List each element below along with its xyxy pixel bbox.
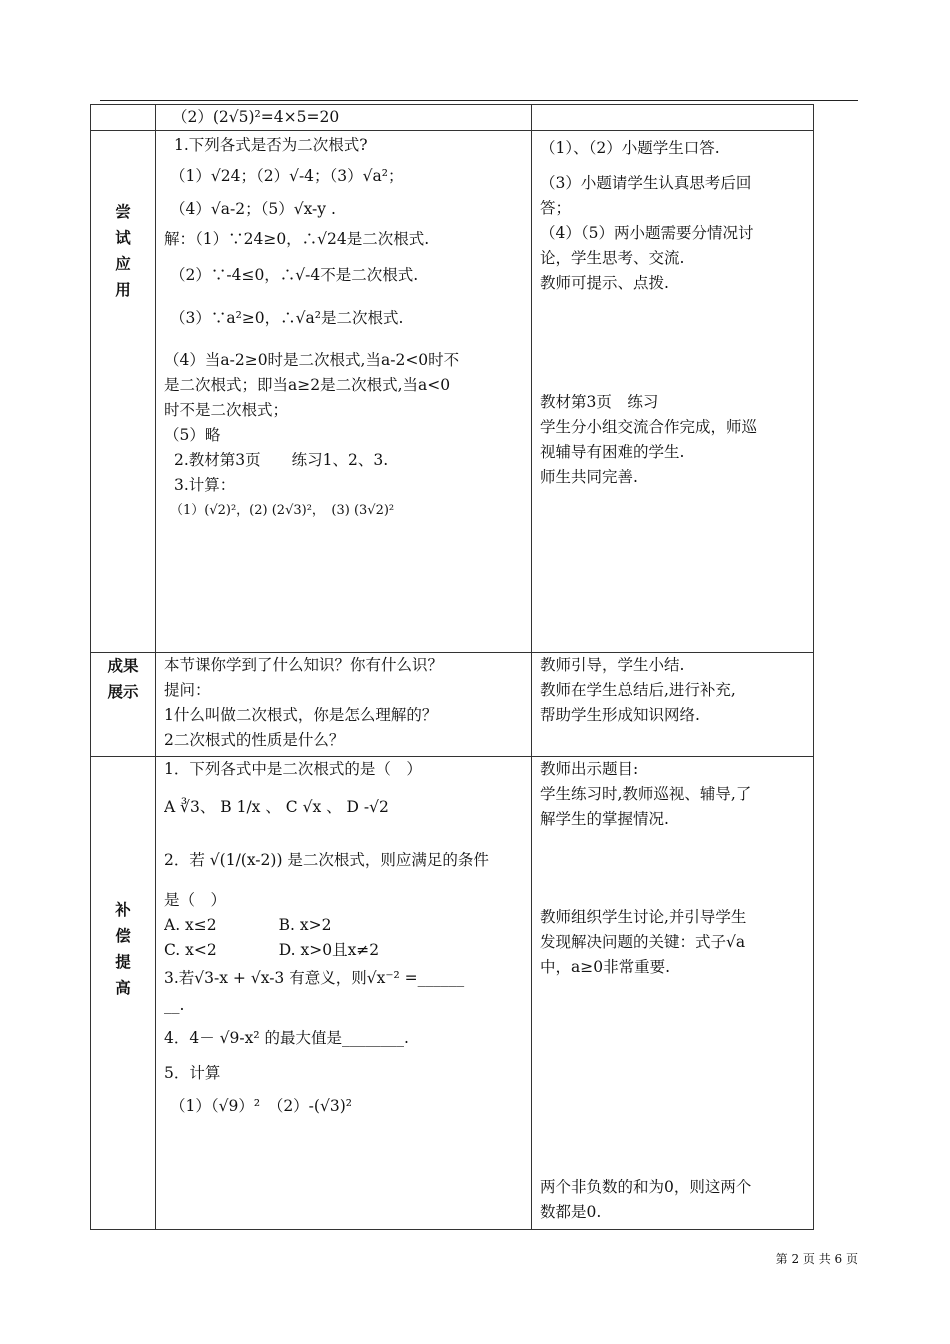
label-char: 偿 xyxy=(115,927,131,945)
note-line: 教材第3页 练习 xyxy=(540,393,659,411)
row3-right-cell xyxy=(532,757,814,1230)
answer-line: （2）∵-4≤0，∴√-4不是二次根式. xyxy=(170,266,419,284)
row1-right-cell xyxy=(532,131,814,653)
question-line: __. xyxy=(164,996,185,1014)
question-line: 2．若 √(1/(x-2)) 是二次根式，则应满足的条件 xyxy=(164,851,489,869)
section-label-supplement xyxy=(115,897,131,1001)
question-line: （4）√a-2；（5）√x-y . xyxy=(170,200,336,218)
row3-label-cell xyxy=(91,757,156,1230)
prompt-line: 本节课你学到了什么知识？你有什么识？ xyxy=(164,656,444,674)
row2-mid-cell xyxy=(156,653,532,757)
note-line: （3）小题请学生认真思考后回 xyxy=(540,174,752,192)
answer-line: 解：（1）∵24≥0，∴√24是二次根式. xyxy=(164,230,430,248)
note-line: 中，a≥0非常重要. xyxy=(540,958,671,976)
question-line: 3.若√3-x + √x-3 有意义，则√x⁻² =______ xyxy=(164,969,465,987)
note-line: 发现解决问题的关键：式子√a xyxy=(540,933,746,951)
label-char: 成果 xyxy=(107,657,139,675)
label-char: 高 xyxy=(115,979,131,997)
question-line: （1）√24；（2）√-4；（3）√a²； xyxy=(170,167,404,185)
question-line: （1）（√9）² （2）-(√3)² xyxy=(170,1097,352,1115)
answer-line: （4）当a-2≥0时是二次根式,当a-2<0时不 xyxy=(164,351,460,369)
note-line: 论，学生思考、交流. xyxy=(540,249,685,267)
row3-mid-cell xyxy=(156,757,532,1230)
prompt-line: 提问： xyxy=(164,681,211,699)
question-line: 是（ ） xyxy=(164,891,227,909)
note-line: 解学生的掌握情况. xyxy=(540,810,669,828)
label-char: 提 xyxy=(115,953,131,971)
label-char: 补 xyxy=(115,901,131,919)
row0-mid-cell xyxy=(156,105,532,131)
table-row xyxy=(91,105,814,131)
exercise-line: 2.教材第3页 练习1、2、3. xyxy=(174,451,389,469)
note-line: 答； xyxy=(540,199,572,217)
note-line: 教师可提示、点拨. xyxy=(540,274,669,292)
label-char: 试 xyxy=(115,229,131,247)
note-line: 师生共同完善. xyxy=(540,468,638,486)
question-line: 1.下列各式是否为二次根式? xyxy=(174,136,368,154)
note-line: 教师出示题目: xyxy=(540,760,639,778)
section-label-results xyxy=(107,653,138,705)
label-char: 尝 xyxy=(115,203,131,221)
header-rule xyxy=(100,100,858,101)
table-row xyxy=(91,131,814,653)
note-line: 数都是0. xyxy=(540,1203,602,1221)
option-line: C. x<2 D. x>0且x≠2 xyxy=(164,941,380,959)
option-line: A. x≤2 B. x>2 xyxy=(164,916,332,934)
answer-line: 是二次根式；即当a≥2是二次根式,当a<0 xyxy=(164,376,451,394)
note-line: 学生练习时,教师巡视、辅导,了 xyxy=(540,785,752,803)
prompt-line: 2二次根式的性质是什么？ xyxy=(164,731,345,749)
note-line: 教师在学生总结后,进行补充, xyxy=(540,681,736,699)
exercise-line: （1）(√2)²，(2) (2√3)²， (3) (3√2)² xyxy=(170,503,395,518)
page-footer: 第 2 页 共 6 页 xyxy=(775,1252,858,1266)
row0-label-cell xyxy=(91,105,156,131)
label-char: 展示 xyxy=(107,683,139,701)
row0-right-cell xyxy=(532,105,814,131)
row2-label-cell xyxy=(91,653,156,757)
note-line: 学生分小组交流合作完成，师巡 xyxy=(540,418,758,436)
note-line: 视辅导有困难的学生. xyxy=(540,443,685,461)
lesson-table xyxy=(90,104,814,1230)
question-line: 1．下列各式中是二次根式的是（ ） xyxy=(164,760,422,778)
row1-mid-cell xyxy=(156,131,532,653)
answer-line: 时不是二次根式； xyxy=(164,401,289,419)
note-line: 教师组织学生讨论,并引导学生 xyxy=(540,908,747,926)
exercise-line: 3.计算： xyxy=(174,476,236,494)
label-char: 应 xyxy=(115,255,131,273)
question-line: 4．4－ √9-x² 的最大值是________. xyxy=(164,1029,409,1047)
note-line: 教师引导，学生小结. xyxy=(540,656,685,674)
row0-mid-line: （2）(2√5)²=4×5=20 xyxy=(172,108,340,126)
label-char: 用 xyxy=(115,281,131,299)
row2-right-cell xyxy=(532,653,814,757)
note-line: 帮助学生形成知识网络. xyxy=(540,706,700,724)
section-label-try-apply xyxy=(115,199,131,303)
row1-label-cell xyxy=(91,131,156,653)
question-line: 5．计算 xyxy=(164,1064,221,1082)
question-line: A ∛3、 B 1/x 、 C √x 、 D -√2 xyxy=(164,798,389,816)
answer-line: （3）∵a²≥0，∴√a²是二次根式. xyxy=(170,309,404,327)
prompt-line: 1什么叫做二次根式，你是怎么理解的？ xyxy=(164,706,438,724)
note-line: （4）（5）两小题需要分情况讨 xyxy=(540,224,754,242)
note-line: 两个非负数的和为0，则这两个 xyxy=(540,1178,752,1196)
note-line: （1）、（2）小题学生口答. xyxy=(540,139,720,157)
answer-line: （5）略 xyxy=(164,426,221,444)
table-row xyxy=(91,653,814,757)
table-row xyxy=(91,757,814,1230)
